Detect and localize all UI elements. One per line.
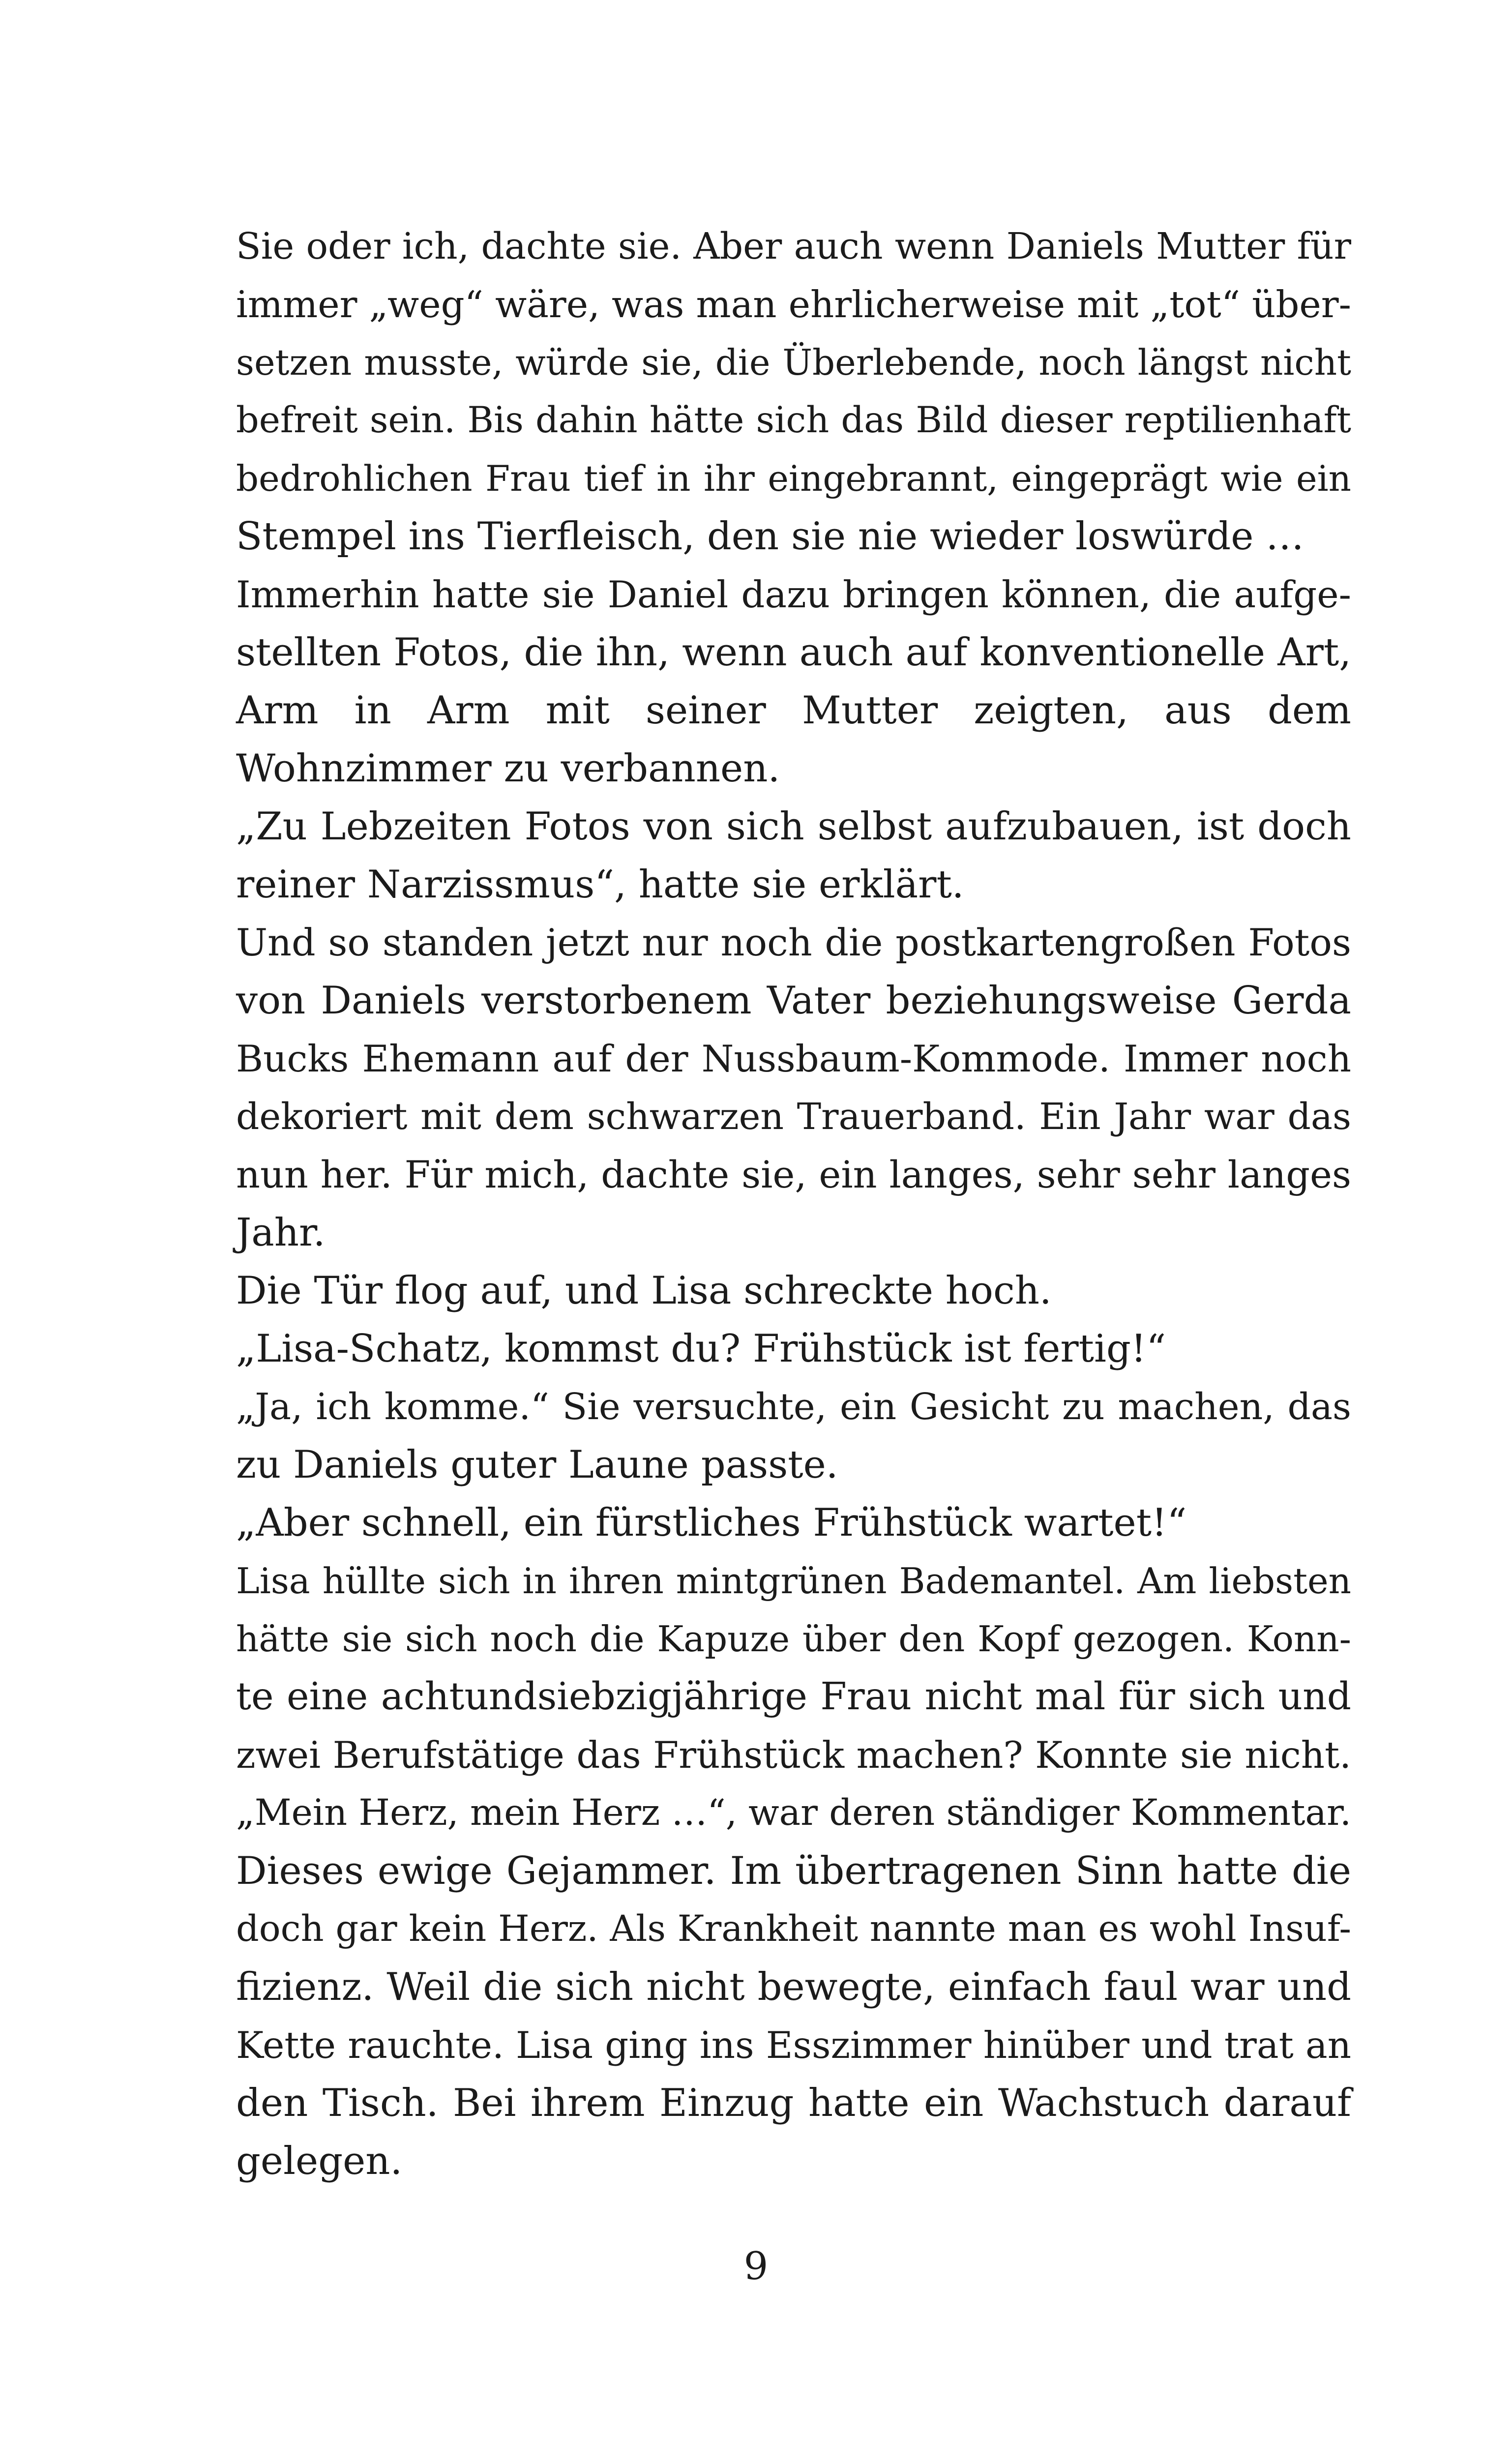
text-line: Arm in Arm mit seiner Mutter zeigten, aus dem (236, 688, 1351, 733)
text-line: „Ja, ich komme.“ Sie versuchte, ein Gesicht zu machen, das (236, 1386, 1351, 1428)
text-line: nun her. Für mich, dachte sie, ein langes, sehr sehr langes (236, 1153, 1351, 1196)
text-line: zwei Berufstätige das Frühstück machen? Konnte sie nicht. (236, 1733, 1351, 1777)
text-line: „Zu Lebzeiten Fotos von sich selbst aufzubauen, ist doch (236, 804, 1351, 849)
text-line: von Daniels verstorbenem Vater beziehungsweise Gerda (236, 979, 1351, 1023)
page-number: 9 (743, 2244, 769, 2289)
text-line: gelegen. (236, 2139, 403, 2183)
text-line: „Mein Herz, mein Herz …“, war deren ständiger Kommentar. (236, 1792, 1352, 1834)
text-line: reiner Narzissmus“, hatte sie erklärt. (236, 862, 964, 907)
text-line: doch gar kein Herz. Als Krankheit nannte man es wohl Insuf- (236, 1908, 1351, 1950)
text-line: hätte sie sich noch die Kapuze über den Kopf gezogen. Konn- (236, 1618, 1351, 1660)
text-line: Die Tür flog auf, und Lisa schreckte hoch. (236, 1269, 1052, 1313)
text-line: bedrohlichen Frau tief in ihr eingebrannt, eingeprägt wie ein (236, 458, 1351, 499)
text-line: den Tisch. Bei ihrem Einzug hatte ein Wachstuch darauf (236, 2081, 1351, 2125)
text-line: Kette rauchte. Lisa ging ins Esszimmer hinüber und trat an (236, 2023, 1351, 2067)
text-line: Wohnzimmer zu verbannen. (236, 746, 780, 791)
text-line: Immerhin hatte sie Daniel dazu bringen können, die aufge- (236, 573, 1351, 616)
text-line: Bucks Ehemann auf der Nussbaum-Kommode. Immer noch (236, 1037, 1351, 1080)
body-text (236, 217, 1351, 2190)
text-line: zu Daniels guter Laune passte. (236, 1443, 838, 1487)
text-line: Und so standen jetzt nur noch die postkartengroßen Fotos (236, 921, 1351, 964)
text-line: befreit sein. Bis dahin hätte sich das Bild dieser reptilienhaft (236, 399, 1351, 441)
text-line: Sie oder ich, dachte sie. Aber auch wenn Daniels Mutter für (236, 225, 1351, 268)
text-line: Stempel ins Tierfleisch, den sie nie wieder loswürde … (236, 514, 1304, 559)
text-line: te eine achtundsiebzigjährige Frau nicht mal für sich und (236, 1675, 1351, 1719)
text-line: Lisa hüllte sich in ihren mintgrünen Bademantel. Am liebsten (236, 1560, 1351, 1602)
text-line: Jahr. (236, 1211, 326, 1255)
text-line: fizienz. Weil die sich nicht bewegte, einfach faul war und (236, 1965, 1351, 2009)
text-line: „Aber schnell, ein fürstliches Frühstück wartet!“ (236, 1501, 1187, 1545)
text-line: stellten Fotos, die ihn, wenn auch auf konventionelle Art, (236, 630, 1351, 675)
text-line: „Lisa-Schatz, kommst du? Frühstück ist fertig!“ (236, 1327, 1166, 1371)
text-line: Dieses ewige Gejammer. Im übertragenen Sinn hatte die (236, 1849, 1351, 1893)
text-line: dekoriert mit dem schwarzen Trauerband. Ein Jahr war das (236, 1096, 1351, 1138)
text-line: setzen musste, würde sie, die Überlebende, noch längst nicht (236, 342, 1351, 383)
text-line: immer „weg“ wäre, was man ehrlicherweise mit „tot“ über- (236, 283, 1351, 326)
